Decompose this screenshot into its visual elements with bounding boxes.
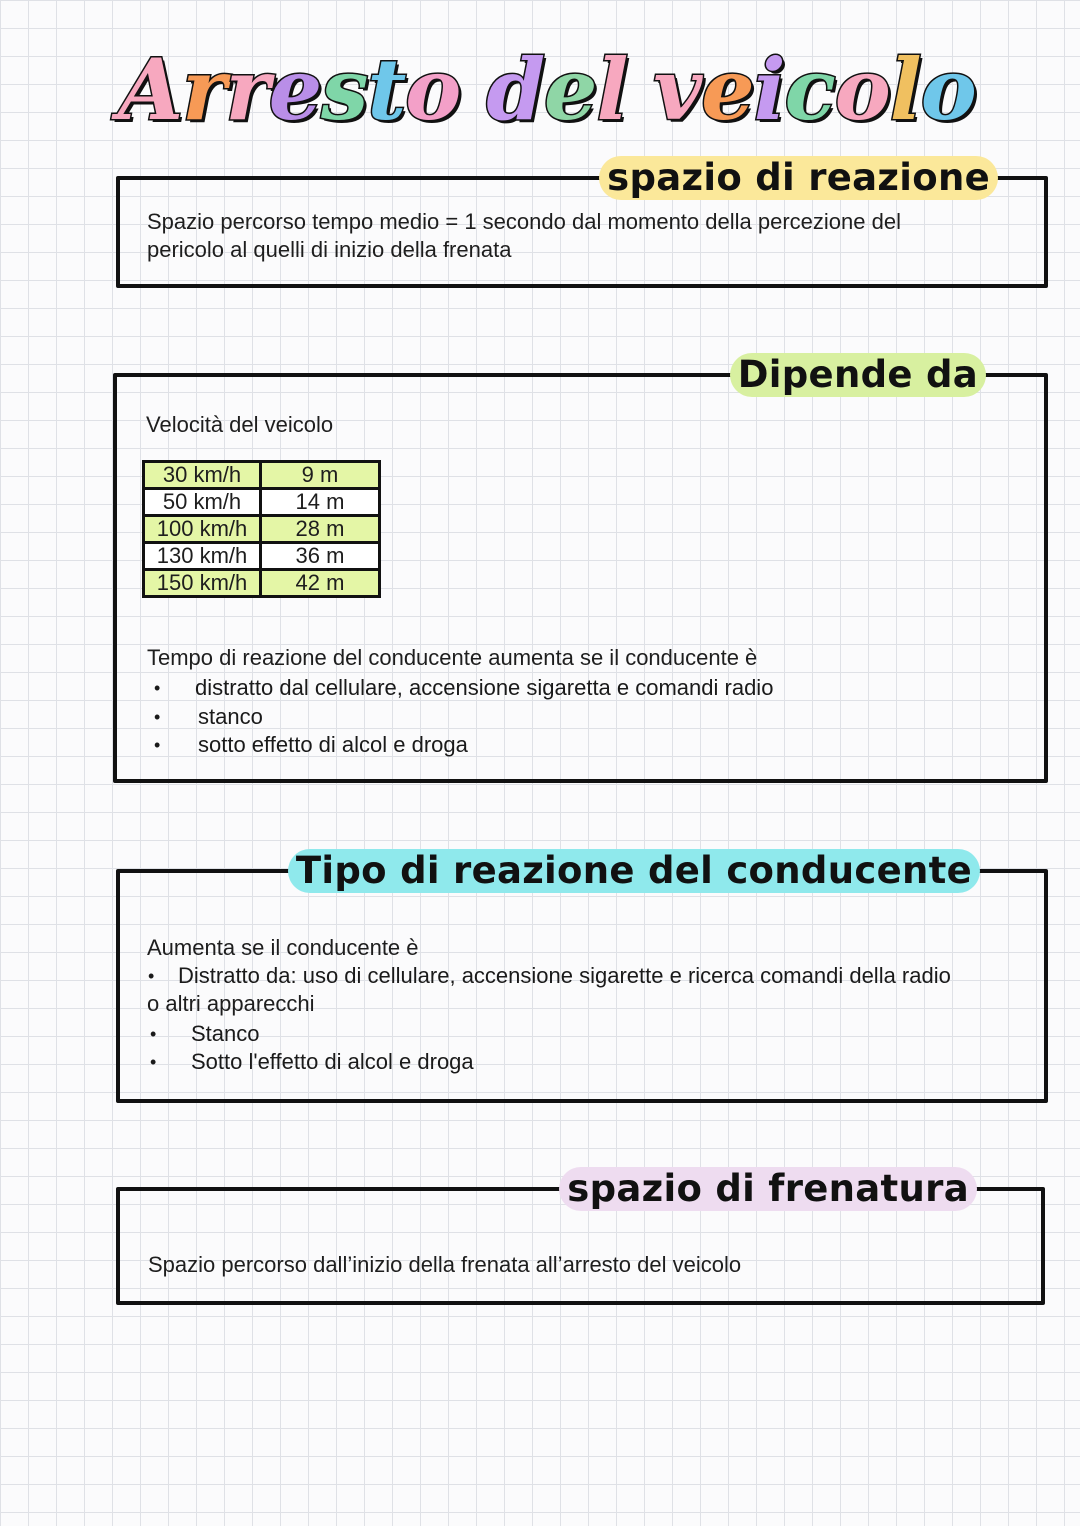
table-row xyxy=(144,489,380,516)
list-item-text: stanco xyxy=(198,704,263,729)
frenatura-text: Spazio percorso dall’inizio della frenata all’arresto del veicolo xyxy=(148,1252,742,1277)
title-word: del xyxy=(486,40,628,139)
speed-cell: 30 km/h xyxy=(144,462,261,489)
list-item-text: sotto effetto di alcol e droga xyxy=(198,732,468,757)
bullet-icon: • xyxy=(148,966,155,986)
page-title xyxy=(118,30,1002,150)
bullet-icon: • xyxy=(154,678,161,698)
title-word: Arresto xyxy=(118,40,461,139)
speed-cell: 150 km/h xyxy=(144,570,261,597)
tempo-intro: Tempo di reazione del conducente aumenta se il conducente è xyxy=(147,645,758,670)
table-row xyxy=(144,570,380,597)
velocita-heading: Velocità del veicolo xyxy=(146,412,334,437)
distance-cell: 9 m xyxy=(261,462,380,489)
distance-cell: 42 m xyxy=(261,570,380,597)
table-row xyxy=(144,543,380,570)
section-label: Dipende da xyxy=(730,353,986,397)
section-label: spazio di reazione xyxy=(599,156,998,200)
reazione-text-line2: pericolo al quelli di inizio della frenata xyxy=(147,237,512,262)
speed-cell: 50 km/h xyxy=(144,489,261,516)
bullet-icon: • xyxy=(150,1052,157,1072)
list-item-text: Distratto da: uso di cellulare, accensione sigarette e ricerca comandi della radio xyxy=(178,963,951,988)
distance-cell: 14 m xyxy=(261,489,380,516)
bullet-icon: • xyxy=(150,1024,157,1044)
section-label: spazio di frenatura xyxy=(559,1167,977,1211)
title-word: veicolo xyxy=(653,40,976,139)
bullet-icon: • xyxy=(154,707,161,727)
section-label: Tipo di reazione del conducente xyxy=(288,849,980,893)
distance-cell: 36 m xyxy=(261,543,380,570)
distance-cell: 28 m xyxy=(261,516,380,543)
list-item-continuation: o altri apparecchi xyxy=(147,991,315,1016)
table-row xyxy=(144,462,380,489)
section-spazio-di-frenatura xyxy=(116,1167,1045,1305)
tipo-intro: Aumenta se il conducente è xyxy=(147,935,419,960)
list-item-text: Stanco xyxy=(191,1021,260,1046)
reazione-text-line1: Spazio percorso tempo medio = 1 secondo dal momento della percezione del xyxy=(147,209,901,234)
speed-cell: 130 km/h xyxy=(144,543,261,570)
speed-distance-table xyxy=(142,460,381,598)
list-item-text: Sotto l'effetto di alcol e droga xyxy=(191,1049,474,1074)
table-row xyxy=(144,516,380,543)
speed-cell: 100 km/h xyxy=(144,516,261,543)
list-item-text: distratto dal cellulare, accensione sigaretta e comandi radio xyxy=(195,675,774,700)
bullet-icon: • xyxy=(154,735,161,755)
